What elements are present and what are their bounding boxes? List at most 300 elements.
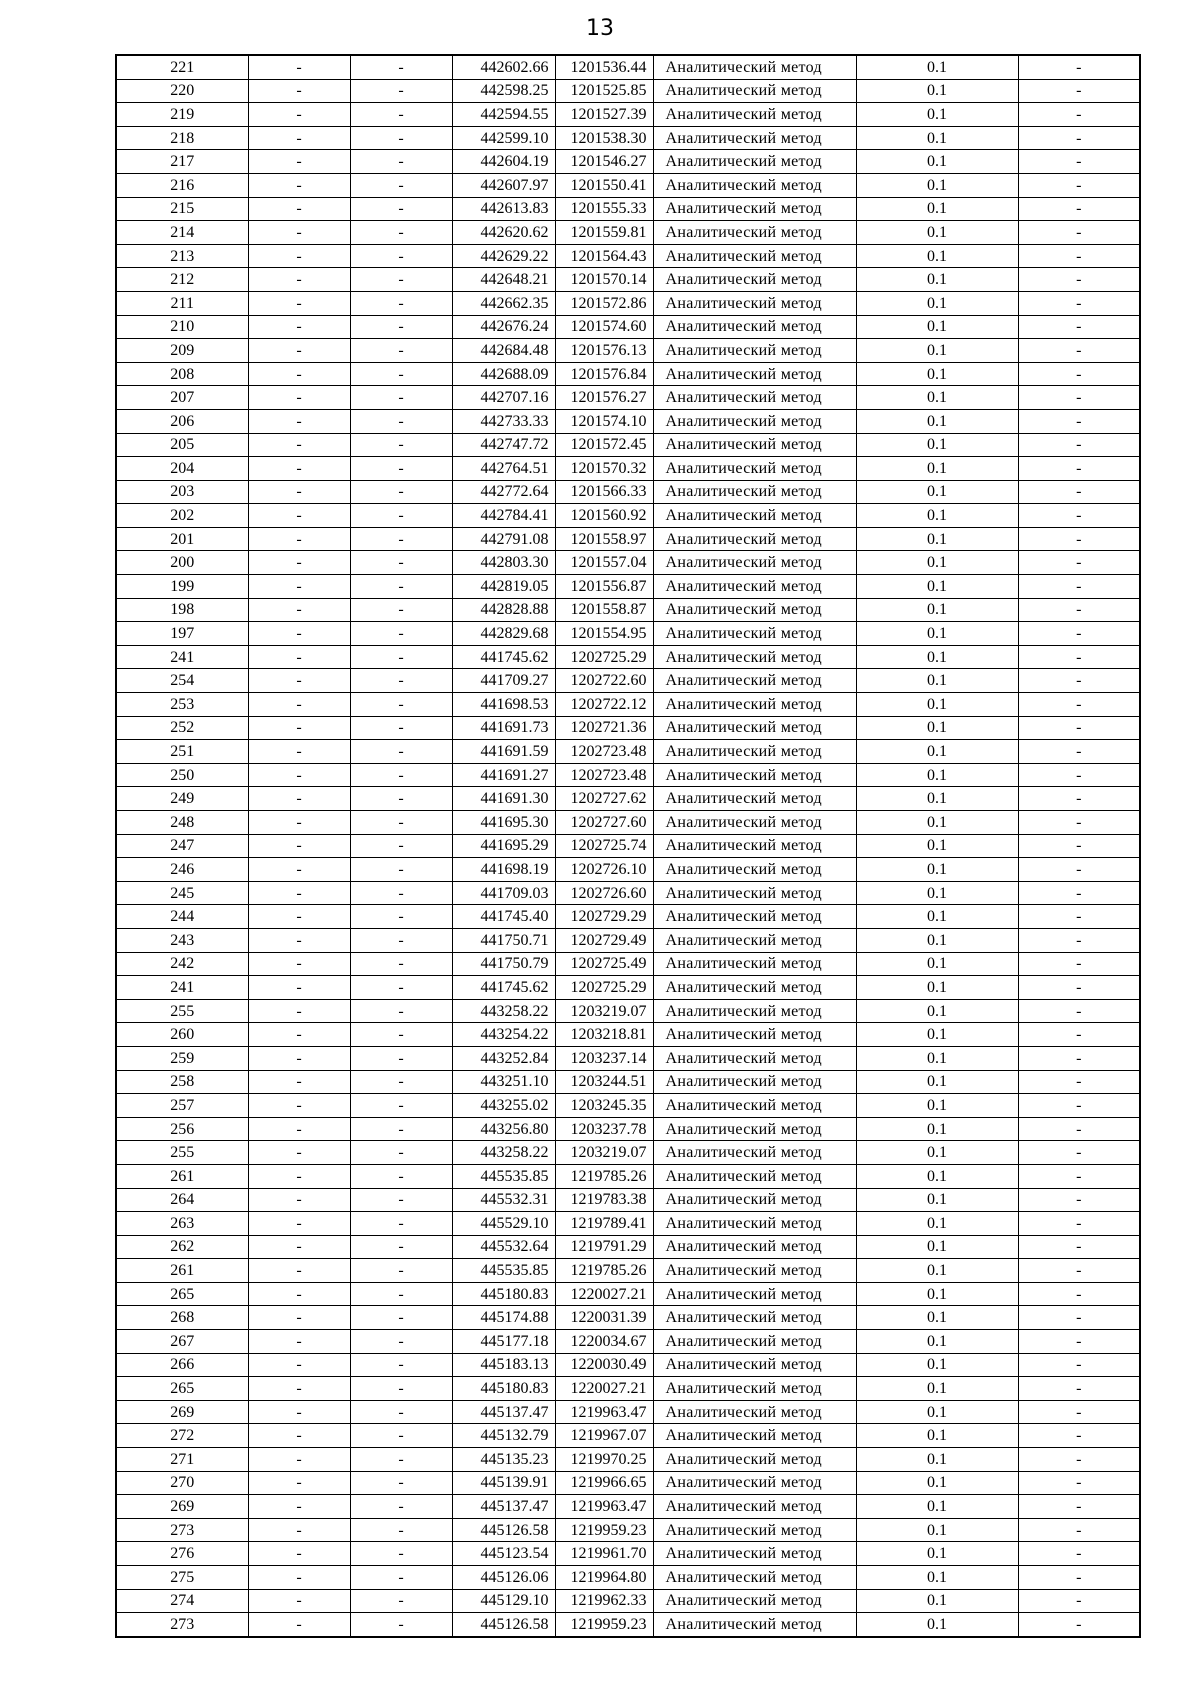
method-cell: Аналитический метод — [653, 1330, 856, 1354]
point-number-cell: 200 — [116, 551, 248, 575]
dash-cell: - — [1018, 1046, 1140, 1070]
dash-cell: - — [1018, 1613, 1140, 1637]
y-coordinate-cell: 1201566.33 — [555, 480, 653, 504]
dash-cell: - — [1018, 527, 1140, 551]
method-cell: Аналитический метод — [653, 645, 856, 669]
dash-cell: - — [248, 55, 350, 79]
method-cell: Аналитический метод — [653, 197, 856, 221]
point-number-cell: 205 — [116, 433, 248, 457]
x-coordinate-cell: 441698.53 — [452, 693, 555, 717]
method-cell: Аналитический метод — [653, 1282, 856, 1306]
dash-cell: - — [248, 1400, 350, 1424]
method-cell: Аналитический метод — [653, 1259, 856, 1283]
dash-cell: - — [350, 622, 452, 646]
table-row — [116, 1023, 1140, 1047]
point-number-cell: 266 — [116, 1353, 248, 1377]
dash-cell: - — [350, 1164, 452, 1188]
y-coordinate-cell: 1203245.35 — [555, 1094, 653, 1118]
x-coordinate-cell: 445532.31 — [452, 1188, 555, 1212]
table-row — [116, 457, 1140, 481]
accuracy-cell: 0.1 — [856, 1212, 1018, 1236]
method-cell: Аналитический метод — [653, 551, 856, 575]
accuracy-cell: 0.1 — [856, 1330, 1018, 1354]
table-row — [116, 1471, 1140, 1495]
accuracy-cell: 0.1 — [856, 834, 1018, 858]
table-row — [116, 315, 1140, 339]
table-row — [116, 1448, 1140, 1472]
dash-cell: - — [350, 527, 452, 551]
dash-cell: - — [350, 787, 452, 811]
dash-cell: - — [248, 1448, 350, 1472]
table-row — [116, 1070, 1140, 1094]
point-number-cell: 250 — [116, 763, 248, 787]
x-coordinate-cell: 442803.30 — [452, 551, 555, 575]
y-coordinate-cell: 1203219.07 — [555, 1141, 653, 1165]
dash-cell: - — [350, 858, 452, 882]
method-cell: Аналитический метод — [653, 1117, 856, 1141]
dash-cell: - — [1018, 551, 1140, 575]
x-coordinate-cell: 442747.72 — [452, 433, 555, 457]
point-number-cell: 274 — [116, 1589, 248, 1613]
table-row — [116, 575, 1140, 599]
y-coordinate-cell: 1201538.30 — [555, 126, 653, 150]
dash-cell: - — [1018, 1070, 1140, 1094]
dash-cell: - — [248, 1023, 350, 1047]
dash-cell: - — [248, 79, 350, 103]
x-coordinate-cell: 441750.71 — [452, 928, 555, 952]
accuracy-cell: 0.1 — [856, 1235, 1018, 1259]
method-cell: Аналитический метод — [653, 693, 856, 717]
dash-cell: - — [248, 669, 350, 693]
dash-cell: - — [248, 1424, 350, 1448]
method-cell: Аналитический метод — [653, 858, 856, 882]
dash-cell: - — [1018, 1495, 1140, 1519]
dash-cell: - — [350, 740, 452, 764]
x-coordinate-cell: 442599.10 — [452, 126, 555, 150]
method-cell: Аналитический метод — [653, 1377, 856, 1401]
method-cell: Аналитический метод — [653, 1518, 856, 1542]
y-coordinate-cell: 1201525.85 — [555, 79, 653, 103]
point-number-cell: 198 — [116, 598, 248, 622]
y-coordinate-cell: 1201546.27 — [555, 150, 653, 174]
dash-cell: - — [350, 693, 452, 717]
point-number-cell: 219 — [116, 103, 248, 127]
y-coordinate-cell: 1219964.80 — [555, 1566, 653, 1590]
y-coordinate-cell: 1202729.29 — [555, 905, 653, 929]
table-row — [116, 669, 1140, 693]
accuracy-cell: 0.1 — [856, 480, 1018, 504]
point-number-cell: 257 — [116, 1094, 248, 1118]
table-row — [116, 952, 1140, 976]
table-row — [116, 693, 1140, 717]
dash-cell: - — [350, 716, 452, 740]
accuracy-cell: 0.1 — [856, 1542, 1018, 1566]
y-coordinate-cell: 1203219.07 — [555, 999, 653, 1023]
y-coordinate-cell: 1220030.49 — [555, 1353, 653, 1377]
point-number-cell: 245 — [116, 881, 248, 905]
y-coordinate-cell: 1219783.38 — [555, 1188, 653, 1212]
dash-cell: - — [248, 221, 350, 245]
accuracy-cell: 0.1 — [856, 1094, 1018, 1118]
table-row — [116, 881, 1140, 905]
dash-cell: - — [248, 1188, 350, 1212]
dash-cell: - — [350, 999, 452, 1023]
x-coordinate-cell: 445137.47 — [452, 1495, 555, 1519]
y-coordinate-cell: 1201576.84 — [555, 362, 653, 386]
point-number-cell: 243 — [116, 928, 248, 952]
method-cell: Аналитический метод — [653, 1589, 856, 1613]
x-coordinate-cell: 441698.19 — [452, 858, 555, 882]
y-coordinate-cell: 1202725.49 — [555, 952, 653, 976]
dash-cell: - — [1018, 126, 1140, 150]
dash-cell: - — [350, 150, 452, 174]
table-row — [116, 858, 1140, 882]
table-row — [116, 551, 1140, 575]
dash-cell: - — [248, 1306, 350, 1330]
x-coordinate-cell: 442629.22 — [452, 244, 555, 268]
coordinates-table — [115, 54, 1141, 1638]
table-row — [116, 928, 1140, 952]
point-number-cell: 242 — [116, 952, 248, 976]
dash-cell: - — [248, 645, 350, 669]
dash-cell: - — [1018, 504, 1140, 528]
method-cell: Аналитический метод — [653, 1070, 856, 1094]
dash-cell: - — [350, 433, 452, 457]
point-number-cell: 255 — [116, 999, 248, 1023]
x-coordinate-cell: 441691.73 — [452, 716, 555, 740]
method-cell: Аналитический метод — [653, 126, 856, 150]
dash-cell: - — [350, 645, 452, 669]
method-cell: Аналитический метод — [653, 1306, 856, 1330]
dash-cell: - — [1018, 976, 1140, 1000]
method-cell: Аналитический метод — [653, 811, 856, 835]
y-coordinate-cell: 1201564.43 — [555, 244, 653, 268]
table-row — [116, 126, 1140, 150]
table-row — [116, 1306, 1140, 1330]
dash-cell: - — [350, 1566, 452, 1590]
method-cell: Аналитический метод — [653, 504, 856, 528]
dash-cell: - — [350, 1259, 452, 1283]
method-cell: Аналитический метод — [653, 339, 856, 363]
y-coordinate-cell: 1219959.23 — [555, 1518, 653, 1542]
y-coordinate-cell: 1201559.81 — [555, 221, 653, 245]
y-coordinate-cell: 1220031.39 — [555, 1306, 653, 1330]
y-coordinate-cell: 1220027.21 — [555, 1377, 653, 1401]
y-coordinate-cell: 1201558.97 — [555, 527, 653, 551]
dash-cell: - — [350, 551, 452, 575]
dash-cell: - — [248, 1117, 350, 1141]
accuracy-cell: 0.1 — [856, 645, 1018, 669]
accuracy-cell: 0.1 — [856, 1424, 1018, 1448]
y-coordinate-cell: 1219967.07 — [555, 1424, 653, 1448]
point-number-cell: 244 — [116, 905, 248, 929]
table-row — [116, 504, 1140, 528]
accuracy-cell: 0.1 — [856, 1471, 1018, 1495]
y-coordinate-cell: 1202727.60 — [555, 811, 653, 835]
table-row — [116, 150, 1140, 174]
dash-cell: - — [1018, 952, 1140, 976]
accuracy-cell: 0.1 — [856, 1518, 1018, 1542]
x-coordinate-cell: 441691.27 — [452, 763, 555, 787]
dash-cell: - — [1018, 999, 1140, 1023]
y-coordinate-cell: 1219963.47 — [555, 1495, 653, 1519]
dash-cell: - — [1018, 244, 1140, 268]
dash-cell: - — [248, 881, 350, 905]
dash-cell: - — [248, 1542, 350, 1566]
dash-cell: - — [248, 244, 350, 268]
x-coordinate-cell: 443254.22 — [452, 1023, 555, 1047]
point-number-cell: 201 — [116, 527, 248, 551]
table-row — [116, 1518, 1140, 1542]
dash-cell: - — [248, 1566, 350, 1590]
dash-cell: - — [350, 1330, 452, 1354]
method-cell: Аналитический метод — [653, 716, 856, 740]
dash-cell: - — [248, 103, 350, 127]
x-coordinate-cell: 445174.88 — [452, 1306, 555, 1330]
point-number-cell: 255 — [116, 1141, 248, 1165]
y-coordinate-cell: 1201527.39 — [555, 103, 653, 127]
dash-cell: - — [248, 1282, 350, 1306]
point-number-cell: 270 — [116, 1471, 248, 1495]
table-row — [116, 598, 1140, 622]
dash-cell: - — [350, 763, 452, 787]
x-coordinate-cell: 445137.47 — [452, 1400, 555, 1424]
dash-cell: - — [248, 268, 350, 292]
table-row — [116, 763, 1140, 787]
dash-cell: - — [1018, 905, 1140, 929]
dash-cell: - — [1018, 386, 1140, 410]
point-number-cell: 212 — [116, 268, 248, 292]
dash-cell: - — [248, 126, 350, 150]
dash-cell: - — [350, 1589, 452, 1613]
y-coordinate-cell: 1202725.29 — [555, 976, 653, 1000]
dash-cell: - — [350, 480, 452, 504]
dash-cell: - — [350, 1400, 452, 1424]
point-number-cell: 221 — [116, 55, 248, 79]
dash-cell: - — [248, 1471, 350, 1495]
dash-cell: - — [248, 150, 350, 174]
y-coordinate-cell: 1219785.26 — [555, 1259, 653, 1283]
point-number-cell: 267 — [116, 1330, 248, 1354]
dash-cell: - — [1018, 1589, 1140, 1613]
dash-cell: - — [1018, 1400, 1140, 1424]
method-cell: Аналитический метод — [653, 905, 856, 929]
dash-cell: - — [1018, 575, 1140, 599]
accuracy-cell: 0.1 — [856, 952, 1018, 976]
dash-cell: - — [350, 315, 452, 339]
method-cell: Аналитический метод — [653, 315, 856, 339]
table-row — [116, 1164, 1140, 1188]
dash-cell: - — [248, 315, 350, 339]
dash-cell: - — [248, 1164, 350, 1188]
table-row — [116, 1589, 1140, 1613]
table-row — [116, 999, 1140, 1023]
dash-cell: - — [248, 1235, 350, 1259]
dash-cell: - — [350, 244, 452, 268]
accuracy-cell: 0.1 — [856, 928, 1018, 952]
table-row — [116, 409, 1140, 433]
dash-cell: - — [248, 1046, 350, 1070]
table-row — [116, 622, 1140, 646]
method-cell: Аналитический метод — [653, 881, 856, 905]
dash-cell: - — [1018, 1282, 1140, 1306]
y-coordinate-cell: 1201574.60 — [555, 315, 653, 339]
dash-cell: - — [248, 291, 350, 315]
method-cell: Аналитический метод — [653, 1212, 856, 1236]
method-cell: Аналитический метод — [653, 598, 856, 622]
method-cell: Аналитический метод — [653, 268, 856, 292]
table-row — [116, 1094, 1140, 1118]
point-number-cell: 264 — [116, 1188, 248, 1212]
y-coordinate-cell: 1202727.62 — [555, 787, 653, 811]
table-row — [116, 173, 1140, 197]
dash-cell: - — [350, 811, 452, 835]
point-number-cell: 262 — [116, 1235, 248, 1259]
accuracy-cell: 0.1 — [856, 386, 1018, 410]
dash-cell: - — [248, 811, 350, 835]
dash-cell: - — [350, 386, 452, 410]
accuracy-cell: 0.1 — [856, 1164, 1018, 1188]
y-coordinate-cell: 1203218.81 — [555, 1023, 653, 1047]
x-coordinate-cell: 442784.41 — [452, 504, 555, 528]
dash-cell: - — [350, 881, 452, 905]
x-coordinate-cell: 442648.21 — [452, 268, 555, 292]
y-coordinate-cell: 1201558.87 — [555, 598, 653, 622]
x-coordinate-cell: 441695.29 — [452, 834, 555, 858]
y-coordinate-cell: 1202722.60 — [555, 669, 653, 693]
method-cell: Аналитический метод — [653, 1400, 856, 1424]
x-coordinate-cell: 442707.16 — [452, 386, 555, 410]
point-number-cell: 273 — [116, 1518, 248, 1542]
dash-cell: - — [248, 457, 350, 481]
accuracy-cell: 0.1 — [856, 1282, 1018, 1306]
accuracy-cell: 0.1 — [856, 291, 1018, 315]
x-coordinate-cell: 443255.02 — [452, 1094, 555, 1118]
dash-cell: - — [1018, 693, 1140, 717]
dash-cell: - — [1018, 79, 1140, 103]
dash-cell: - — [1018, 457, 1140, 481]
dash-cell: - — [248, 409, 350, 433]
x-coordinate-cell: 441745.62 — [452, 976, 555, 1000]
accuracy-cell: 0.1 — [856, 551, 1018, 575]
point-number-cell: 275 — [116, 1566, 248, 1590]
y-coordinate-cell: 1202726.60 — [555, 881, 653, 905]
point-number-cell: 247 — [116, 834, 248, 858]
x-coordinate-cell: 442604.19 — [452, 150, 555, 174]
dash-cell: - — [248, 551, 350, 575]
point-number-cell: 256 — [116, 1117, 248, 1141]
dash-cell: - — [350, 1518, 452, 1542]
dash-cell: - — [1018, 1542, 1140, 1566]
point-number-cell: 218 — [116, 126, 248, 150]
x-coordinate-cell: 442676.24 — [452, 315, 555, 339]
table-row — [116, 787, 1140, 811]
table-row — [116, 55, 1140, 79]
point-number-cell: 199 — [116, 575, 248, 599]
dash-cell: - — [1018, 669, 1140, 693]
dash-cell: - — [350, 1353, 452, 1377]
x-coordinate-cell: 442684.48 — [452, 339, 555, 363]
dash-cell: - — [350, 504, 452, 528]
x-coordinate-cell: 445123.54 — [452, 1542, 555, 1566]
method-cell: Аналитический метод — [653, 527, 856, 551]
method-cell: Аналитический метод — [653, 928, 856, 952]
x-coordinate-cell: 445532.64 — [452, 1235, 555, 1259]
accuracy-cell: 0.1 — [856, 575, 1018, 599]
dash-cell: - — [1018, 339, 1140, 363]
point-number-cell: 259 — [116, 1046, 248, 1070]
y-coordinate-cell: 1219791.29 — [555, 1235, 653, 1259]
point-number-cell: 208 — [116, 362, 248, 386]
y-coordinate-cell: 1201576.13 — [555, 339, 653, 363]
dash-cell: - — [1018, 1566, 1140, 1590]
x-coordinate-cell: 442607.97 — [452, 173, 555, 197]
x-coordinate-cell: 445126.58 — [452, 1613, 555, 1637]
table-row — [116, 103, 1140, 127]
dash-cell: - — [350, 952, 452, 976]
accuracy-cell: 0.1 — [856, 858, 1018, 882]
dash-cell: - — [1018, 433, 1140, 457]
dash-cell: - — [1018, 55, 1140, 79]
accuracy-cell: 0.1 — [856, 244, 1018, 268]
point-number-cell: 216 — [116, 173, 248, 197]
method-cell: Аналитический метод — [653, 952, 856, 976]
y-coordinate-cell: 1201576.27 — [555, 386, 653, 410]
accuracy-cell: 0.1 — [856, 1117, 1018, 1141]
method-cell: Аналитический метод — [653, 976, 856, 1000]
dash-cell: - — [248, 173, 350, 197]
dash-cell: - — [1018, 1353, 1140, 1377]
accuracy-cell: 0.1 — [856, 126, 1018, 150]
dash-cell: - — [350, 126, 452, 150]
method-cell: Аналитический метод — [653, 433, 856, 457]
table-row — [116, 740, 1140, 764]
dash-cell: - — [248, 527, 350, 551]
dash-cell: - — [350, 1046, 452, 1070]
method-cell: Аналитический метод — [653, 999, 856, 1023]
x-coordinate-cell: 442764.51 — [452, 457, 555, 481]
dash-cell: - — [1018, 1306, 1140, 1330]
dash-cell: - — [1018, 1117, 1140, 1141]
method-cell: Аналитический метод — [653, 55, 856, 79]
table-row — [116, 291, 1140, 315]
table-row — [116, 1282, 1140, 1306]
point-number-cell: 258 — [116, 1070, 248, 1094]
x-coordinate-cell: 441745.62 — [452, 645, 555, 669]
point-number-cell: 251 — [116, 740, 248, 764]
table-row — [116, 1400, 1140, 1424]
dash-cell: - — [350, 669, 452, 693]
x-coordinate-cell: 445126.06 — [452, 1566, 555, 1590]
dash-cell: - — [1018, 1188, 1140, 1212]
dash-cell: - — [248, 598, 350, 622]
dash-cell: - — [1018, 858, 1140, 882]
dash-cell: - — [350, 1471, 452, 1495]
method-cell: Аналитический метод — [653, 575, 856, 599]
x-coordinate-cell: 445180.83 — [452, 1282, 555, 1306]
x-coordinate-cell: 445529.10 — [452, 1212, 555, 1236]
x-coordinate-cell: 445183.13 — [452, 1353, 555, 1377]
method-cell: Аналитический метод — [653, 1566, 856, 1590]
accuracy-cell: 0.1 — [856, 173, 1018, 197]
y-coordinate-cell: 1202729.49 — [555, 928, 653, 952]
x-coordinate-cell: 441691.30 — [452, 787, 555, 811]
dash-cell: - — [350, 598, 452, 622]
dash-cell: - — [1018, 315, 1140, 339]
x-coordinate-cell: 441695.30 — [452, 811, 555, 835]
accuracy-cell: 0.1 — [856, 598, 1018, 622]
table-row — [116, 1235, 1140, 1259]
